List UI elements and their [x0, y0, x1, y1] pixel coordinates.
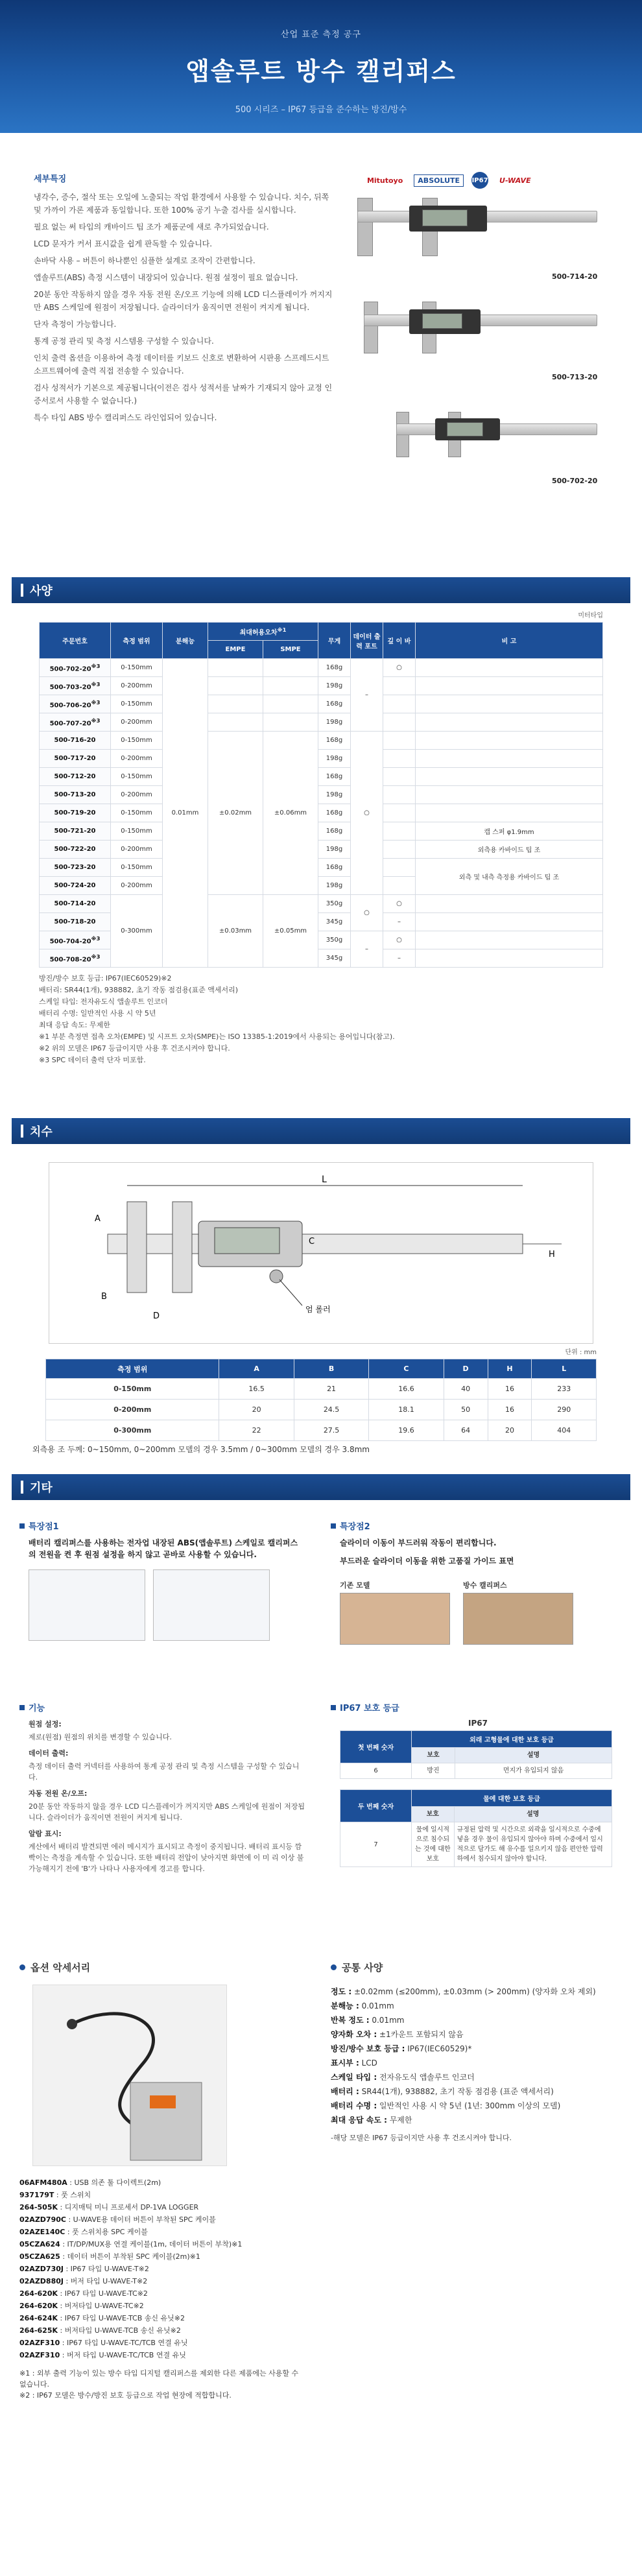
spec-cell — [383, 713, 416, 732]
spec-cell — [383, 859, 416, 877]
spec-cell: 500-723-20 — [40, 859, 111, 877]
common-spec-item: 표시부 : LCD — [331, 2058, 377, 2068]
option-item: 264-625K : 버저타입 U-WAVE-TCB 송신 유닛※2 — [19, 2326, 181, 2335]
common-spec-item: 배터리 : SR44(1개), 938882, 초기 작동 점검용 (표준 액세서리) — [331, 2087, 554, 2096]
spec-cell: 0-150mm — [111, 659, 163, 677]
feature-desc: 배터리 캘리퍼스를 사용하는 전자업 내장된 ABS(앱솔루트) 스케일로 캘리퍼스의 전원을 켠 후 원점 설정을 하지 않고 곧바로 사용할 수 있습니다. — [29, 1538, 298, 1559]
product-images — [338, 172, 610, 542]
ip67-logo: IP67 — [471, 172, 488, 189]
hero-subtitle: 500 시리즈 – IP67 등급을 준수하는 방진/방수 — [235, 105, 407, 115]
spec-cell: – — [351, 659, 383, 732]
caliper-image — [390, 412, 604, 477]
dims-cell: 64 — [444, 1420, 488, 1441]
spec-cell — [416, 786, 603, 804]
common-list — [331, 1985, 616, 2127]
note: ※1 : 외부 출력 기능이 있는 방수 타입 디지털 캘리퍼스를 제외한 다른 제품에는 사용할 수 없습니다. — [19, 2369, 299, 2389]
spec-cell: 500-704-20$^{※3}$ — [40, 931, 111, 949]
spec-cell — [416, 931, 603, 949]
dim-label-d: D — [153, 1311, 160, 1321]
spec-cell: 500-714-20 — [40, 895, 111, 913]
option-item: 02AZD790C : U-WAVE용 데이터 버튼이 부착된 SPC 케이블 — [19, 2215, 216, 2224]
page-title: 앱솔루트 방수 캘리퍼스 — [185, 57, 457, 86]
dims-cell: 27.5 — [294, 1420, 368, 1441]
spec-cell — [208, 695, 263, 713]
spec-cell: 345g — [318, 913, 351, 931]
spec-cell — [383, 750, 416, 768]
dim-label-l: L — [322, 1175, 327, 1185]
option-item: 02AZE140C : 풋 스위치용 SPC 케이블 — [19, 2228, 148, 2236]
section-title: 치수 — [30, 1125, 53, 1139]
dims-cell: 19.6 — [369, 1420, 444, 1441]
spec-cell: 168g — [318, 732, 351, 750]
dims-row — [46, 1420, 597, 1441]
spec-cell: ○ — [383, 895, 416, 913]
spec-cell: 500-707-20$^{※3}$ — [40, 713, 111, 732]
spec-cell: 198g — [318, 841, 351, 859]
spec-cell: 500-718-20 — [40, 913, 111, 931]
spec-cell — [416, 677, 603, 695]
spec-cell: 500-712-20 — [40, 768, 111, 786]
u-wave-logo: U-WAVE — [499, 176, 531, 185]
spec-cell: 캡 스퍼 φ1.9mm — [416, 822, 603, 841]
common-spec-item: 방진/방수 보호 등급 : IP67(IEC60529)* — [331, 2044, 472, 2053]
spec-cell: 500-713-20 — [40, 786, 111, 804]
feature-row — [0, 1520, 642, 1682]
spec-cell: 500-706-20$^{※3}$ — [40, 695, 111, 713]
function-text: 측정 데이터 출력 커넥터를 사용하여 통계 공정 관리 및 측정 시스템을 구성할 수 있습니다. — [29, 1762, 300, 1782]
dims-col: H — [488, 1359, 532, 1379]
option-item: 264-620K : IP67 타입 U-WAVE-TC※2 — [19, 2289, 148, 2298]
spec-cell — [383, 732, 416, 750]
col-resolution: 분해능 — [163, 623, 208, 659]
spec-cell: 168g — [318, 768, 351, 786]
hero-eyebrow: 산업 표준 측정 공구 — [281, 30, 361, 40]
section-title: 기타 — [30, 1481, 53, 1495]
dims-row — [46, 1379, 597, 1400]
dim-label-h: H — [549, 1250, 555, 1259]
col-range: 측정 범위 — [111, 623, 163, 659]
note: 방진/방수 보호 등급: IP67(IEC60529)※2 — [39, 974, 172, 983]
spec-cell: 345g — [318, 949, 351, 968]
ip67-table — [340, 1730, 612, 1779]
spec-cell — [383, 877, 416, 895]
spec-cell: 500-716-20 — [40, 732, 111, 750]
common-title: 공통 사양 — [342, 1962, 383, 1974]
ip-col-num: 첫 번째 숫자 — [340, 1731, 412, 1763]
dims-table-wrap — [0, 1359, 642, 1441]
spec-row — [40, 841, 603, 859]
spec-cell — [383, 768, 416, 786]
logo-row — [364, 172, 610, 189]
dims-cell: 20 — [219, 1400, 294, 1420]
spec-row — [40, 859, 603, 877]
spec-cell: 168g — [318, 659, 351, 677]
ip-col-solid: 외래 고형물에 대한 보호 등급 — [412, 1731, 612, 1748]
function-heading: 데이터 출력: — [29, 1749, 69, 1758]
section-title: 사양 — [30, 584, 53, 598]
feature-1-illustration — [29, 1569, 305, 1641]
hero-banner — [0, 0, 642, 133]
spec-unit: 미터타입 — [578, 612, 603, 619]
section-header-spec — [12, 577, 630, 603]
ip-cell: 6 — [340, 1763, 412, 1779]
spec-cell — [416, 713, 603, 732]
spec-cell: 0-150mm — [111, 859, 163, 877]
spec-cell — [383, 786, 416, 804]
ip-cell: 방진 — [412, 1763, 455, 1779]
function-heading: 알람 표시: — [29, 1830, 62, 1838]
ip-cell: 먼지가 유입되지 않음 — [455, 1763, 612, 1779]
spec-cell — [416, 750, 603, 768]
function-row — [0, 1701, 642, 1935]
note: ※2 : IP67 모델은 방수/방진 보호 등급으로 작업 현장에 적합합니다. — [19, 2391, 232, 2400]
col-mass: 무게 — [318, 623, 351, 659]
model-caption: 500-714-20 — [551, 272, 598, 281]
ip67-block — [331, 1701, 616, 1935]
spec-cell: 0-200mm — [111, 713, 163, 732]
spec-cell — [416, 732, 603, 750]
spec-cell: 0-200mm — [111, 877, 163, 895]
dims-cell: 0-150mm — [46, 1379, 219, 1400]
spec-cell: 0-150mm — [111, 695, 163, 713]
spec-cell — [263, 713, 318, 732]
option-item: 264-505K : 디지매틱 미니 프로세서 DP-1VA LOGGER — [19, 2203, 199, 2212]
spec-cell: 198g — [318, 713, 351, 732]
ip-cell: 규정된 압력 및 시간으로 외곽을 일시적으로 수중에 넣을 경우 물이 유입되지 않아야 하며 수중에서 일시적으로 담가도 해 유수를 일으키지 않음 편안한 압력 하에서 침수되지 않아야 합니다. — [454, 1822, 612, 1867]
option-item: 02AZF310 : IP67 타입 U-WAVE-TC/TCB 연결 유닛 — [19, 2339, 188, 2347]
spec-cell: 500-724-20 — [40, 877, 111, 895]
feature-desc: 부드러운 슬라이더 이동을 위한 고품질 가이드 표면 — [340, 1556, 514, 1566]
spec-cell: 198g — [318, 877, 351, 895]
spec-cell: ○ — [383, 659, 416, 677]
spec-cell — [416, 913, 603, 931]
spec-cell: 500-721-20 — [40, 822, 111, 841]
option-item: 02AZD880J : 버저 타입 U-WAVE-T※2 — [19, 2277, 148, 2285]
col-smpe: SMPE — [263, 641, 318, 659]
option-item: 05CZA624 : IT/DP/MUX용 연결 케이블(1m, 데이터 버튼이 부착)※1 — [19, 2240, 243, 2248]
spec-row — [40, 659, 603, 677]
col-output: 데이터 출력 포트 — [351, 623, 383, 659]
spec-table — [39, 622, 603, 968]
spec-cell: 168g — [318, 822, 351, 841]
dims-cell: 16 — [488, 1400, 532, 1420]
model-caption: 500-702-20 — [551, 477, 598, 485]
option-item: 06AFM480A : USB 의존 툴 다이렉트(2m) — [19, 2178, 161, 2187]
function-text: 제로(원점) 원점의 위치를 변경할 수 있습니다. — [29, 1733, 172, 1741]
function-block — [19, 1701, 305, 1935]
spec-cell: 500-702-20$^{※3}$ — [40, 659, 111, 677]
feature-heading: 세부특징 — [34, 174, 67, 184]
option-item: 02AZF310 : 버저 타입 U-WAVE-TC/TCB 연결 유닛 — [19, 2351, 186, 2359]
feature-2 — [331, 1520, 616, 1682]
spec-cell — [416, 768, 603, 786]
dims-col: A — [219, 1359, 294, 1379]
spec-cell: 198g — [318, 786, 351, 804]
dims-cell: 22 — [219, 1420, 294, 1441]
caliper-image — [357, 302, 604, 373]
ip-col-protect: 보호 — [412, 1807, 455, 1822]
spec-row — [40, 695, 603, 713]
dimension-diagram — [49, 1162, 593, 1344]
spec-cell: 168g — [318, 804, 351, 822]
option-item: 264-620K : 버저타입 U-WAVE-TC※2 — [19, 2302, 144, 2310]
dim-label-a: A — [95, 1214, 101, 1224]
intro-section — [0, 133, 642, 561]
function-heading: 자동 전원 온/오프: — [29, 1789, 88, 1798]
spec-cell: 500-717-20 — [40, 750, 111, 768]
options-title: 옵션 악세서리 — [30, 1962, 91, 1974]
thumb-roller-label: 엄 롤러 — [305, 1305, 331, 1314]
ip67-water-table — [340, 1789, 612, 1867]
dim-label-c: C — [309, 1237, 315, 1246]
dims-cell: 0-300mm — [46, 1420, 219, 1441]
spec-cell: – — [383, 949, 416, 968]
feature-text: 냉각수, 증수, 절삭 또는 오일에 노출되는 작업 환경에서 사용할 수 있습니다. 치수, 뒤쪽 및 가까이 가론 제품과 동일합니다. 또한 100% 공기 누출 검사를 실시합니다. — [34, 193, 329, 215]
spec-row — [40, 786, 603, 804]
spec-cell: 외측 및 내측 측정용 카바이드 팁 조 — [416, 859, 603, 895]
spec-cell — [416, 949, 603, 968]
spec-cell: 0-200mm — [111, 786, 163, 804]
spec-cell — [416, 695, 603, 713]
note: ※1 부분 측정면 접촉 오차(EMPE) 및 시프트 오차(SMPE)는 ISO 13385-1:2019에서 사용되는 용어입니다(참고). — [39, 1032, 395, 1041]
option-item: 937179T : 풋 스위치 — [19, 2191, 91, 2199]
dims-note: 외측용 조 두께: 0~150mm, 0~200mm 모델의 경우 3.5mm / 0~300mm 모델의 경우 3.8mm — [32, 1445, 370, 1454]
common-spec-item: 배터리 수명 : 일반적인 사용 시 약 5년 (1년: 300mm 이상의 모델) — [331, 2101, 561, 2110]
col-code: 주문번호 — [40, 623, 111, 659]
dims-cell: 233 — [532, 1379, 597, 1400]
feature-text: 인치 출력 옵션을 이용하여 측정 데이터를 키보드 신호로 변환하여 시판용 스프레드시트 소프트웨어에 출력 직접 전송할 수 있습니다. — [34, 353, 329, 376]
ip-cell: 물에 일시적으로 침수되는 것에 대한 보호 — [412, 1822, 455, 1867]
col-depth: 깊 이 바 — [383, 623, 416, 659]
spec-row — [40, 750, 603, 768]
col-empe: EMPE — [208, 641, 263, 659]
feature-desc: 슬라이더 이동이 부드러워 작동이 편리합니다. — [340, 1538, 497, 1547]
options-notes — [19, 2368, 305, 2401]
col-error: 최대허용오차$^{※1}$ — [208, 623, 318, 641]
dims-cell: 16.5 — [219, 1379, 294, 1400]
spec-cell: 0-150mm — [111, 804, 163, 822]
spec-cell — [383, 677, 416, 695]
dims-row — [46, 1400, 597, 1420]
new-model-label: 방수 캘리퍼스 — [463, 1581, 507, 1590]
ip-col-protect: 보호 — [412, 1748, 455, 1763]
feature-title: 특장점2 — [340, 1522, 370, 1532]
caliper-diagram-svg — [49, 1163, 594, 1344]
spec-cell: 168g — [318, 859, 351, 877]
option-item: 264-624K : IP67 타입 U-WAVE-TCB 송신 유닛※2 — [19, 2314, 185, 2322]
spec-cell: – — [351, 931, 383, 968]
note: ※3 SPC 데이터 출력 단자 미포함. — [39, 1056, 146, 1064]
ip67-title: IP67 보호 등급 — [340, 1704, 399, 1713]
option-item: 02AZD730J : IP67 타입 U-WAVE-T※2 — [19, 2265, 149, 2273]
spec-row — [40, 768, 603, 786]
spec-cell: 168g — [318, 695, 351, 713]
spec-cell — [208, 713, 263, 732]
spec-cell — [263, 695, 318, 713]
dims-cell: 24.5 — [294, 1400, 368, 1420]
spec-cell: ±0.05mm — [263, 895, 318, 968]
note: 배터리: SR44(1개), 938882, 초기 작동 점검용(표준 액세서리) — [39, 986, 239, 994]
dims-col: B — [294, 1359, 368, 1379]
dims-unit: 단위 : mm — [565, 1349, 597, 1356]
spec-cell: 0-150mm — [111, 768, 163, 786]
feature-text: 20분 동안 작동하지 않을 경우 자동 전원 온/오프 기능에 의해 LCD 디스플레이가 꺼지지만 ABS 스케일에 원점이 저장됩니다. 슬라이더가 움직이면 전원이 켜지게 됩니다. — [34, 290, 333, 312]
spec-cell — [416, 659, 603, 677]
common-spec-item: 스케일 타입 : 전자유도식 앱솔루트 인코더 — [331, 2073, 475, 2082]
dims-table — [45, 1359, 597, 1441]
old-model-label: 기존 모델 — [340, 1581, 370, 1590]
function-heading: 원점 설정: — [29, 1720, 62, 1728]
common-spec-item: 최대 응답 속도 : 무제한 — [331, 2116, 412, 2125]
feature-list — [34, 172, 338, 542]
spec-cell: 외측용 카바이드 팁 조 — [416, 841, 603, 859]
common-spec-item: 양자화 오차 : ±1카운트 포함되지 않음 — [331, 2030, 464, 2039]
note: 최대 응답 속도: 무제한 — [39, 1021, 110, 1029]
caliper-image — [344, 198, 604, 269]
col-remarks: 비 고 — [416, 623, 603, 659]
options-row — [0, 1961, 642, 2401]
spec-cell: 198g — [318, 677, 351, 695]
common-spec-item: 정도 : ±0.02mm (≤200mm), ±0.03mm (> 200mm) (양자화 오차 제외) — [331, 1987, 596, 1996]
spec-cell — [263, 659, 318, 677]
option-item: 05CZA625 : 데이터 버튼이 부착된 SPC 케이블(2m)※1 — [19, 2252, 200, 2261]
ip-col-num: 두 번째 숫자 — [340, 1790, 412, 1822]
mitutoyo-logo: Mitutoyo — [366, 176, 403, 185]
common-spec-item: 분해능 : 0.01mm — [331, 2001, 394, 2010]
dims-col: 측정 범위 — [46, 1359, 219, 1379]
ip-col-desc: 설명 — [454, 1807, 612, 1822]
ip-cell: 7 — [340, 1822, 412, 1867]
spec-row — [40, 732, 603, 750]
spec-cell — [383, 822, 416, 841]
dims-cell: 0-200mm — [46, 1400, 219, 1420]
feature-text: 특수 타입 ABS 방수 캘리퍼스도 라인업되어 있습니다. — [34, 413, 217, 422]
section-header-others — [12, 1474, 630, 1500]
spec-cell: 0-200mm — [111, 677, 163, 695]
dims-cell: 21 — [294, 1379, 368, 1400]
feature-2-illustration — [340, 1575, 616, 1645]
spec-cell — [208, 659, 263, 677]
function-text: 계산에서 배터리 발견되면 에러 메시지가 표시되고 측정이 중지됩니다. 배터리 표시등 깜빡이는 측정을 계속할 수 있습니다. 또한 배터리 전압이 낮아지면 화면에 이 미 리 이상 불가능해지기 전에 'B'가 나타나 사용자에게 경고를 합니다. — [29, 1843, 304, 1873]
feature-text: 통계 공정 관리 및 측정 시스템용 구성할 수 있습니다. — [34, 337, 214, 346]
spec-cell — [383, 804, 416, 822]
spec-cell: 0-150mm — [111, 732, 163, 750]
common-spec-item: 반복 정도 : 0.01mm — [331, 2016, 405, 2025]
spec-cell: 500-719-20 — [40, 804, 111, 822]
dims-cell: 16.6 — [369, 1379, 444, 1400]
spec-cell — [263, 677, 318, 695]
spec-cell — [416, 895, 603, 913]
note: 배터리 수명: 일반적인 사용 시 약 5년 — [39, 1009, 156, 1018]
spec-cell: 0-200mm — [111, 841, 163, 859]
spec-cell: 350g — [318, 931, 351, 949]
feature-text: 손바닥 사용 – 버튼이 하나뿐인 심플한 설계로 조작이 간편합니다. — [34, 256, 256, 265]
dims-cell: 16 — [488, 1379, 532, 1400]
spec-row — [40, 713, 603, 732]
feature-text: LCD 문자가 커서 표시값을 쉽게 판독할 수 있습니다. — [34, 239, 213, 248]
spec-row — [40, 895, 603, 913]
ip-col-water: 물에 대한 보호 등급 — [412, 1790, 612, 1807]
spec-row — [40, 822, 603, 841]
dims-col: D — [444, 1359, 488, 1379]
spec-cell — [416, 804, 603, 822]
common-spec-block — [331, 1961, 616, 2401]
cable-image — [32, 1985, 227, 2166]
spec-cell: 500-703-20$^{※3}$ — [40, 677, 111, 695]
spec-cell: 500-708-20$^{※3}$ — [40, 949, 111, 968]
spec-cell: 500-722-20 — [40, 841, 111, 859]
ip-col-desc: 설명 — [455, 1748, 612, 1763]
function-text: 20분 동안 작동하지 않을 경우 LCD 디스플레이가 꺼지지만 ABS 스케일에 원점이 저장됩니다. 슬라이더가 움직이면 전원이 켜지게 됩니다. — [29, 1802, 305, 1822]
function-title: 기능 — [29, 1704, 45, 1713]
feature-text: 검사 성적서가 기본으로 제공됩니다(이전은 검사 성적서를 날짜가 기재되지 않아 교정 인증서로서 사용할 수 없습니다.) — [34, 383, 333, 405]
dims-cell: 18.1 — [369, 1400, 444, 1420]
dims-col: C — [369, 1359, 444, 1379]
spec-cell: ○ — [351, 732, 383, 895]
spec-cell: ±0.06mm — [263, 732, 318, 895]
spec-cell — [208, 677, 263, 695]
spec-cell: 350g — [318, 895, 351, 913]
spec-cell: 0-300mm — [111, 895, 163, 968]
spec-cell: 0.01mm — [163, 659, 208, 968]
model-caption: 500-713-20 — [551, 373, 598, 381]
spec-cell: 198g — [318, 750, 351, 768]
spec-cell — [383, 695, 416, 713]
note: 스케일 타입: 전자유도식 앱솔루트 인코더 — [39, 997, 168, 1006]
spec-cell — [383, 841, 416, 859]
dims-cell: 50 — [444, 1400, 488, 1420]
dim-label-b: B — [101, 1292, 107, 1302]
spec-cell: ±0.02mm — [208, 732, 263, 895]
absolute-logo: ABSOLUTE — [414, 174, 464, 187]
spec-notes — [0, 968, 642, 1066]
spec-cell: – — [383, 913, 416, 931]
common-note: -해당 모델은 IP67 등급이지만 사용 후 건조시켜야 합니다. — [331, 2134, 512, 2142]
feature-1 — [19, 1520, 305, 1682]
feature-text: 앱솔루트(ABS) 측정 시스템이 내장되어 있습니다. 원점 설정이 필요 없습니다. — [34, 273, 298, 282]
options-list — [19, 2176, 305, 2361]
dims-cell: 20 — [488, 1420, 532, 1441]
feature-text: 필요 없는 써 타입의 캐바이드 팁 조가 제품군에 새로 추가되었습니다. — [34, 222, 269, 232]
feature-title: 특장점1 — [29, 1522, 59, 1532]
dims-cell: 290 — [532, 1400, 597, 1420]
spec-cell: ○ — [383, 931, 416, 949]
spec-row — [40, 677, 603, 695]
spec-cell: 0-150mm — [111, 822, 163, 841]
spec-cell: ○ — [351, 895, 383, 931]
spec-cell: 0-200mm — [111, 750, 163, 768]
note: ※2 위의 모델은 IP67 등급이지만 사용 후 건조시켜야 합니다. — [39, 1044, 230, 1053]
spec-cell: ±0.03mm — [208, 895, 263, 968]
dims-col: L — [532, 1359, 597, 1379]
spec-row — [40, 804, 603, 822]
dims-cell: 40 — [444, 1379, 488, 1400]
ip67-header: IP67 — [468, 1719, 488, 1728]
spec-table-wrap — [0, 603, 642, 968]
section-header-dims — [12, 1118, 630, 1144]
options-block — [19, 1961, 305, 2401]
dims-cell: 404 — [532, 1420, 597, 1441]
feature-text: 단자 측정이 가능합니다. — [34, 320, 117, 329]
